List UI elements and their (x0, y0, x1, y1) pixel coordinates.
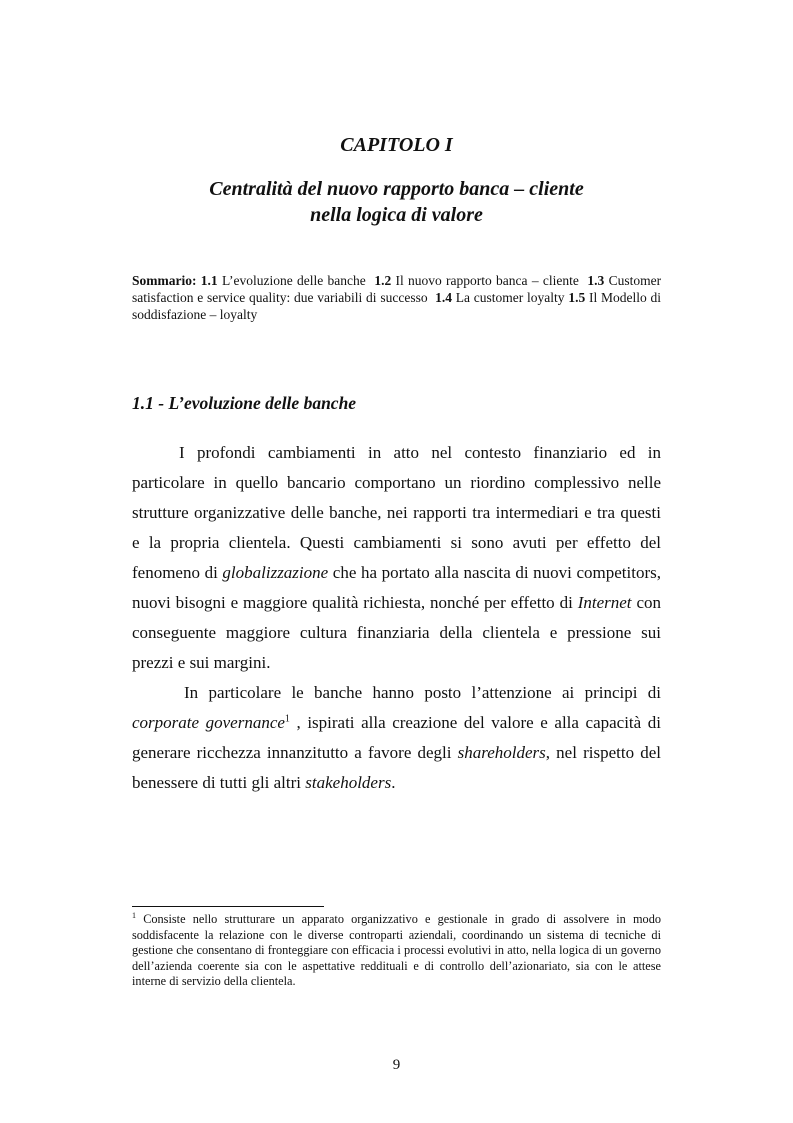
footnote-text: Consiste nello strutturare un apparato organizzativo e gestionale in grado di assolvere in modo soddisfacente la relazione con le diverse controparti aziendali, coordinando un sistema di tecniche di gestione che consentano di fronteggiare con efficacia i processi evolutivi in atto, nella logica di un governo dell’azienda coerente sia con le aspettative reddituali e di controllo dell’azionariato, sia con le attese interne di servizio della clientela. (132, 912, 662, 988)
footnote (132, 912, 661, 990)
summary-item-number: 1.2 (374, 273, 392, 288)
summary-lead: Sommario: (132, 273, 197, 288)
body-text (132, 438, 661, 798)
paragraph-text: , ispirati alla creazione del valore e alla capacità di generare ricchezza innanzitutto a favore degli (132, 713, 661, 762)
summary-item-text: Il Modello di soddisfazione – loyalty (132, 290, 662, 322)
italic-term: shareholders (457, 743, 546, 762)
chapter-title-line-2: nella logica di valore (310, 204, 483, 226)
paragraph-text: con conseguente maggiore cultura finanziaria della clientela e pressione sui prezzi e sui margini. (132, 593, 661, 672)
italic-term: corporate governance (132, 713, 285, 732)
summary-item-text: La customer loyalty (455, 290, 565, 305)
paragraph-text: I profondi cambiamenti in atto nel contesto finanziario ed in particolare in quello bancario comportano un riordino complessivo nelle strutture organizzative delle banche, nei rapporti tra intermediari e tra questi e la propria clientela. Questi cambiamenti si sono avuti per effetto del fenomeno di (132, 443, 661, 582)
italic-term: stakeholders (305, 773, 392, 792)
page-number: 9 (392, 1057, 401, 1073)
summary-item-text: L’evoluzione delle banche (221, 273, 366, 288)
summary-item-number: 1.5 (568, 290, 586, 305)
paragraph (132, 678, 661, 798)
italic-term: globalizzazione (222, 563, 329, 582)
paragraph-text: , nel rispetto del benessere di tutti gli altri (132, 743, 661, 792)
chapter-label: CAPITOLO I (340, 134, 453, 156)
paragraph (132, 438, 661, 678)
footnote-divider (132, 906, 324, 907)
footnote-number: 1 (132, 910, 136, 920)
paragraph-text: In particolare le banche hanno posto l’attenzione ai principi di (184, 683, 661, 702)
footnote-reference[interactable]: 1 (284, 713, 290, 725)
summary-item-text: Customer satisfaction e service quality: due variabili di successo (132, 273, 662, 305)
paragraph-text: che ha portato alla nascita di nuovi competitors, nuovi bisogni e maggiore qualità richiesta, nonché per effetto di (132, 563, 661, 612)
italic-term: Internet (577, 593, 632, 612)
chapter-title-line-1: Centralità del nuovo rapporto banca – cliente (209, 178, 584, 200)
summary-item-number: 1.3 (587, 273, 605, 288)
summary-item-number: 1.1 (200, 273, 218, 288)
summary-item-number: 1.4 (435, 290, 452, 305)
paragraph-text: . (391, 773, 396, 792)
chapter-summary (132, 272, 661, 323)
section-heading: 1.1 - L’evoluzione delle banche (132, 393, 357, 413)
chapter-title (0, 176, 793, 228)
summary-item-text: Il nuovo rapporto banca – cliente (395, 273, 579, 288)
